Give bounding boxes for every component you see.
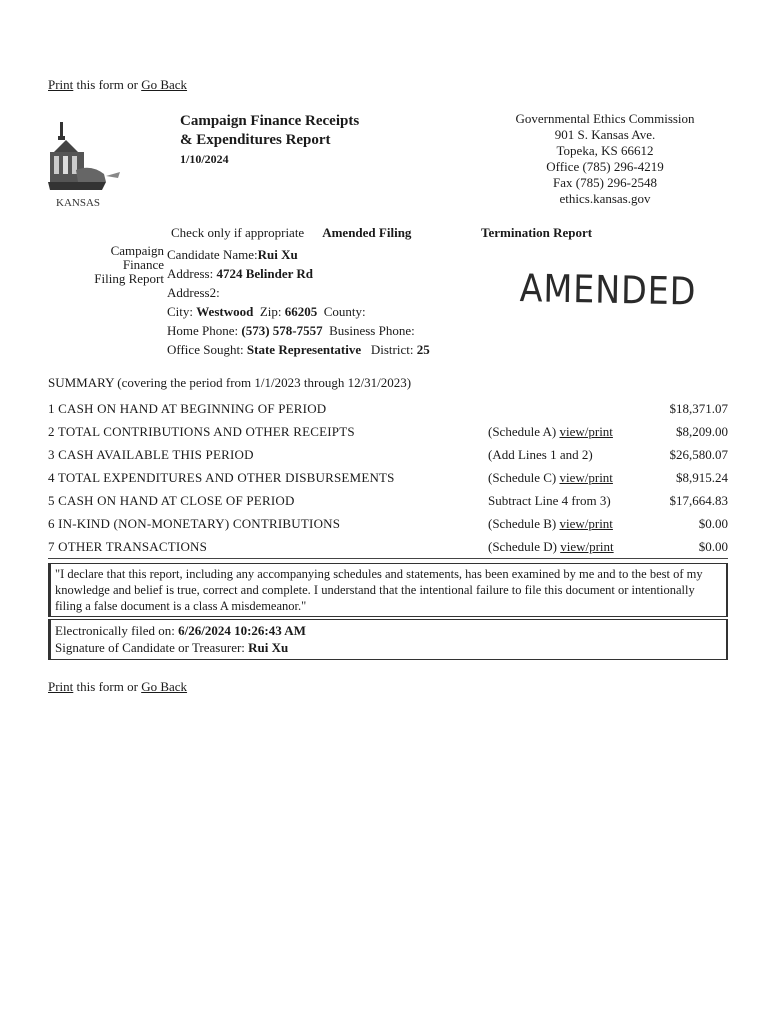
title-line-2: & Expenditures Report — [180, 132, 331, 148]
summary-value: $26,580.07 — [669, 446, 728, 462]
phone-row — [167, 321, 430, 340]
view-print-link[interactable]: view/print — [559, 469, 613, 485]
declaration-box: "I declare that this report, including any accompanying schedules and statements, has been examined by me and to the best of my knowledge and belief is true, correct and complete. I understand that the intentional failure to file this document or intentionally filing a false document is a class A misdemeanor." — [48, 563, 728, 617]
report-title — [180, 112, 359, 169]
bottom-nav — [48, 679, 187, 695]
filing-type-row — [171, 225, 411, 241]
summary-row — [48, 466, 728, 489]
check-instruction: Check only if appropriate — [171, 225, 305, 240]
candidate-details — [167, 245, 430, 359]
filed-row — [55, 622, 722, 639]
summary-label: 3 CASH AVAILABLE THIS PERIOD — [48, 446, 254, 462]
schedule-ref: (Schedule B) — [488, 515, 560, 531]
filing-signature-box — [48, 619, 728, 660]
home-phone: (573) 578-7557 — [241, 323, 323, 338]
schedule-ref: (Schedule C) — [488, 469, 560, 485]
schedule-ref: Subtract Line 4 from 3) — [488, 492, 611, 508]
summary-row — [48, 420, 728, 443]
agency-line: 901 S. Kansas Ave. — [554, 127, 656, 142]
top-nav — [48, 77, 187, 93]
summary-value: $0.00 — [698, 515, 728, 531]
field-label: Address: — [167, 266, 214, 281]
view-print-link[interactable]: view/print — [559, 423, 613, 439]
field-label: City: — [167, 304, 194, 319]
field-label: County: — [323, 304, 366, 319]
summary-reference — [488, 443, 648, 466]
field-label: Office Sought: — [167, 342, 244, 357]
field-label: Zip: — [259, 304, 282, 319]
summary-value: $8,915.24 — [676, 469, 728, 485]
schedule-ref: (Add Lines 1 and 2) — [488, 446, 593, 462]
candidate-name: Rui Xu — [257, 247, 298, 262]
signature-row — [55, 639, 722, 656]
city-row — [167, 302, 430, 321]
view-print-link[interactable]: view/print — [559, 515, 613, 531]
office-row — [167, 340, 430, 359]
summary-row — [48, 397, 728, 420]
field-label: Candidate Name: — [167, 247, 258, 262]
candidate-name-row — [167, 245, 430, 264]
summary-label: 2 TOTAL CONTRIBUTIONS AND OTHER RECEIPTS — [48, 423, 355, 439]
summary-label: 1 CASH ON HAND AT BEGINNING OF PERIOD — [48, 400, 327, 416]
termination-report-label: Termination Report — [481, 225, 593, 240]
nav-text: this form or — [73, 679, 142, 694]
agency-info — [490, 111, 720, 207]
summary-reference — [488, 535, 648, 559]
summary-reference — [488, 466, 648, 489]
field-label: Business Phone: — [329, 323, 415, 338]
summary-heading: SUMMARY (covering the period from 1/1/2023 through 12/31/2023) — [48, 375, 412, 390]
summary-label: 7 OTHER TRANSACTIONS — [48, 535, 488, 559]
agency-line: Fax (785) 296-2548 — [553, 175, 657, 190]
summary-label: 5 CASH ON HAND AT CLOSE OF PERIOD — [48, 492, 295, 508]
kansas-seal-logo — [46, 112, 124, 212]
field-label: Address2: — [167, 285, 220, 300]
section-label-line: Campaign — [110, 243, 164, 258]
summary-reference — [488, 489, 648, 512]
title-line-1: Campaign Finance Receipts — [180, 113, 360, 129]
candidate-city: Westwood — [196, 304, 254, 319]
section-label-line: Filing Report — [94, 271, 164, 286]
amended-stamp: AMENDED — [519, 266, 697, 314]
schedule-ref: (Schedule A) — [488, 423, 560, 439]
field-label: Electronically filed on: — [55, 623, 179, 638]
print-link[interactable]: Print — [48, 77, 74, 92]
report-date: 1/10/2024 — [180, 152, 229, 166]
field-label: District: — [370, 342, 414, 357]
go-back-link[interactable]: Go Back — [141, 679, 188, 694]
summary-table — [48, 397, 728, 559]
nav-text: this form or — [73, 77, 142, 92]
field-label: Home Phone: — [167, 323, 239, 338]
schedule-ref: (Schedule D) — [488, 538, 561, 554]
office-sought: State Representative — [246, 342, 362, 357]
go-back-link[interactable]: Go Back — [141, 77, 188, 92]
summary-label: 4 TOTAL EXPENDITURES AND OTHER DISBURSEMENTS — [48, 469, 395, 485]
summary-value: $17,664.83 — [669, 492, 728, 508]
section-label — [64, 244, 164, 286]
agency-line: Office (785) 296-4219 — [546, 159, 664, 174]
section-label-line: Finance — [122, 257, 164, 272]
svg-text:KANSAS: KANSAS — [56, 197, 101, 209]
summary-label: 6 IN-KIND (NON-MONETARY) CONTRIBUTIONS — [48, 515, 341, 531]
candidate-zip: 66205 — [284, 304, 318, 319]
agency-line: Topeka, KS 66612 — [556, 143, 654, 158]
amended-filing-label: Amended Filing — [322, 225, 412, 240]
summary-reference — [488, 420, 648, 443]
summary-value: $8,209.00 — [676, 423, 728, 439]
summary-value: $0.00 — [648, 535, 728, 559]
summary-row — [48, 443, 728, 466]
field-label: Signature of Candidate or Treasurer: — [55, 640, 249, 655]
summary-row — [48, 512, 728, 535]
agency-line: Governmental Ethics Commission — [515, 111, 695, 126]
summary-reference — [488, 512, 648, 535]
summary-value: $18,371.07 — [669, 400, 728, 416]
summary-reference — [488, 397, 648, 420]
filed-datetime: 6/26/2024 10:26:43 AM — [178, 623, 306, 638]
summary-row — [48, 489, 728, 512]
candidate-address: 4724 Belinder Rd — [216, 266, 314, 281]
view-print-link[interactable]: view/print — [560, 538, 614, 554]
address2-row — [167, 283, 430, 302]
print-link[interactable]: Print — [48, 679, 74, 694]
district: 25 — [416, 342, 430, 357]
agency-line: ethics.kansas.gov — [559, 191, 651, 206]
signer-name: Rui Xu — [248, 640, 289, 655]
summary-row — [48, 535, 728, 559]
address-row — [167, 264, 430, 283]
